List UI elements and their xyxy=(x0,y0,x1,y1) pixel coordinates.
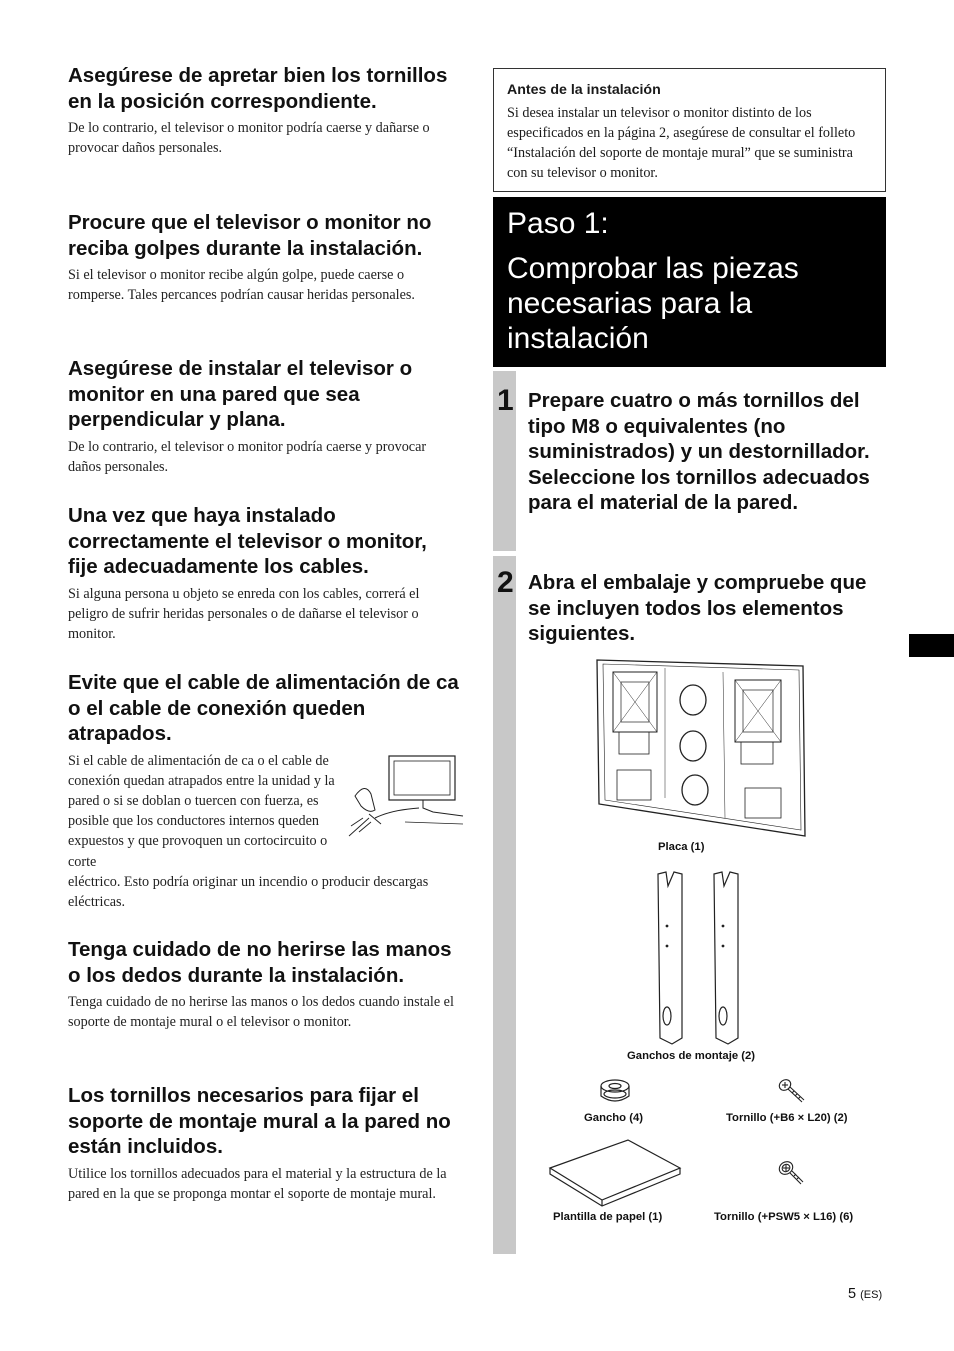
step-2-text: Abra el embalaje y compruebe que se incluyen todos los elementos siguientes. xyxy=(528,571,867,646)
section-body: De lo contrario, el televisor o monitor podría caerse y dañarse o provocar daños personales. xyxy=(68,120,430,157)
plate-illustration xyxy=(595,658,807,838)
screw-b6-illustration xyxy=(778,1078,806,1106)
mounting-hooks-illustration xyxy=(652,868,748,1046)
warning-section-impacts xyxy=(68,210,462,305)
warning-section-wall-screws xyxy=(68,1083,462,1204)
step-2-number: 2 xyxy=(497,566,514,599)
section-body-b: eléctrico. Esto podría originar un incendio o producir descargas eléctricas. xyxy=(68,873,429,910)
section-body-a: Si el cable de alimentación de ca o el cable de conexión quedan atrapados entre la unidad y la pared o si se doblan o tuercen con fuerza, es posible que los conductores internos queden expuestos y que provoquen un cortocircuito o corte xyxy=(68,752,335,870)
tv-cable-illustration xyxy=(345,752,463,840)
note-title: Antes de la instalación xyxy=(507,82,661,98)
section-heading: Asegúrese de instalar el televisor o monitor en una pared que sea perpendicular y plana. xyxy=(68,357,413,431)
page-lang: (ES) xyxy=(860,1289,883,1301)
warning-section-cables xyxy=(68,503,462,644)
section-body: Utilice los tornillos adecuados para el material y la estructura de la pared en la que se proponga montar el soporte de montaje mural. xyxy=(68,1165,447,1202)
page-number xyxy=(848,1286,882,1302)
page-number-value: 5 xyxy=(848,1286,857,1302)
section-heading: Evite que el cable de alimentación de ca o el cable de conexión queden atrapados. xyxy=(68,671,459,745)
section-body: Si alguna persona u objeto se enreda con los cables, correrá el peligro de sufrir heridas personales o de dañarse el televisor o monitor. xyxy=(68,585,420,642)
gancho-caption: Gancho (4) xyxy=(584,1112,643,1124)
warning-section-hands xyxy=(68,937,462,1032)
section-heading: Procure que el televisor o monitor no reciba golpes durante la instalación. xyxy=(68,211,432,260)
section-body: Si el televisor o monitor recibe algún golpe, puede caerse o romperse. Tales percances podrían causar heridas personales. xyxy=(68,267,415,304)
before-installation-note xyxy=(493,68,886,192)
section-heading: Los tornillos necesarios para fijar el soporte de montaje mural a la pared no están incluidos. xyxy=(68,1084,451,1158)
screw-b6-caption: Tornillo (+B6 × L20) (2) xyxy=(726,1112,848,1124)
step-1-number: 1 xyxy=(497,384,514,417)
hooks-caption: Ganchos de montaje (2) xyxy=(627,1050,756,1062)
template-caption: Plantilla de papel (1) xyxy=(553,1211,663,1223)
language-tab-marker xyxy=(909,634,954,657)
banner-step: Paso 1: xyxy=(507,207,609,240)
section-body: De lo contrario, el televisor o monitor podría caerse y provocar daños personales. xyxy=(68,438,427,475)
note-body: Si desea instalar un televisor o monitor distinto de los especificados en la página 2, asegúrese de consultar el folleto “Instalación del soporte de montaje mural” que se suministra con su televisor o monitor. xyxy=(507,105,856,181)
banner-title: Comprobar las piezas necesarias para la instalación xyxy=(507,252,799,355)
section-heading: Una vez que haya instalado correctamente el televisor o monitor, fije adecuadamente los cables. xyxy=(68,504,427,578)
plate-caption: Placa (1) xyxy=(658,841,705,853)
step-1-text: Prepare cuatro o más tornillos del tipo M8 o equivalentes (no suministrados) y un destornillador. Seleccione los tornillos adecuados para el material de la pared. xyxy=(528,389,870,515)
section-heading: Tenga cuidado de no herirse las manos o los dedos durante la instalación. xyxy=(68,938,452,987)
paper-template-illustration xyxy=(548,1138,682,1208)
screw-psw5-caption: Tornillo (+PSW5 × L16) (6) xyxy=(714,1211,854,1223)
screw-psw5-illustration xyxy=(778,1160,806,1188)
gancho-illustration xyxy=(598,1078,632,1106)
step-2-bar xyxy=(493,556,516,1254)
step-banner xyxy=(493,197,886,367)
section-heading: Asegúrese de apretar bien los tornillos en la posición correspondiente. xyxy=(68,64,448,113)
warning-section-screws xyxy=(68,63,462,158)
warning-section-wall xyxy=(68,356,462,477)
section-body: Tenga cuidado de no herirse las manos o los dedos cuando instale el soporte de montaje mural o el televisor o monitor. xyxy=(68,994,454,1031)
